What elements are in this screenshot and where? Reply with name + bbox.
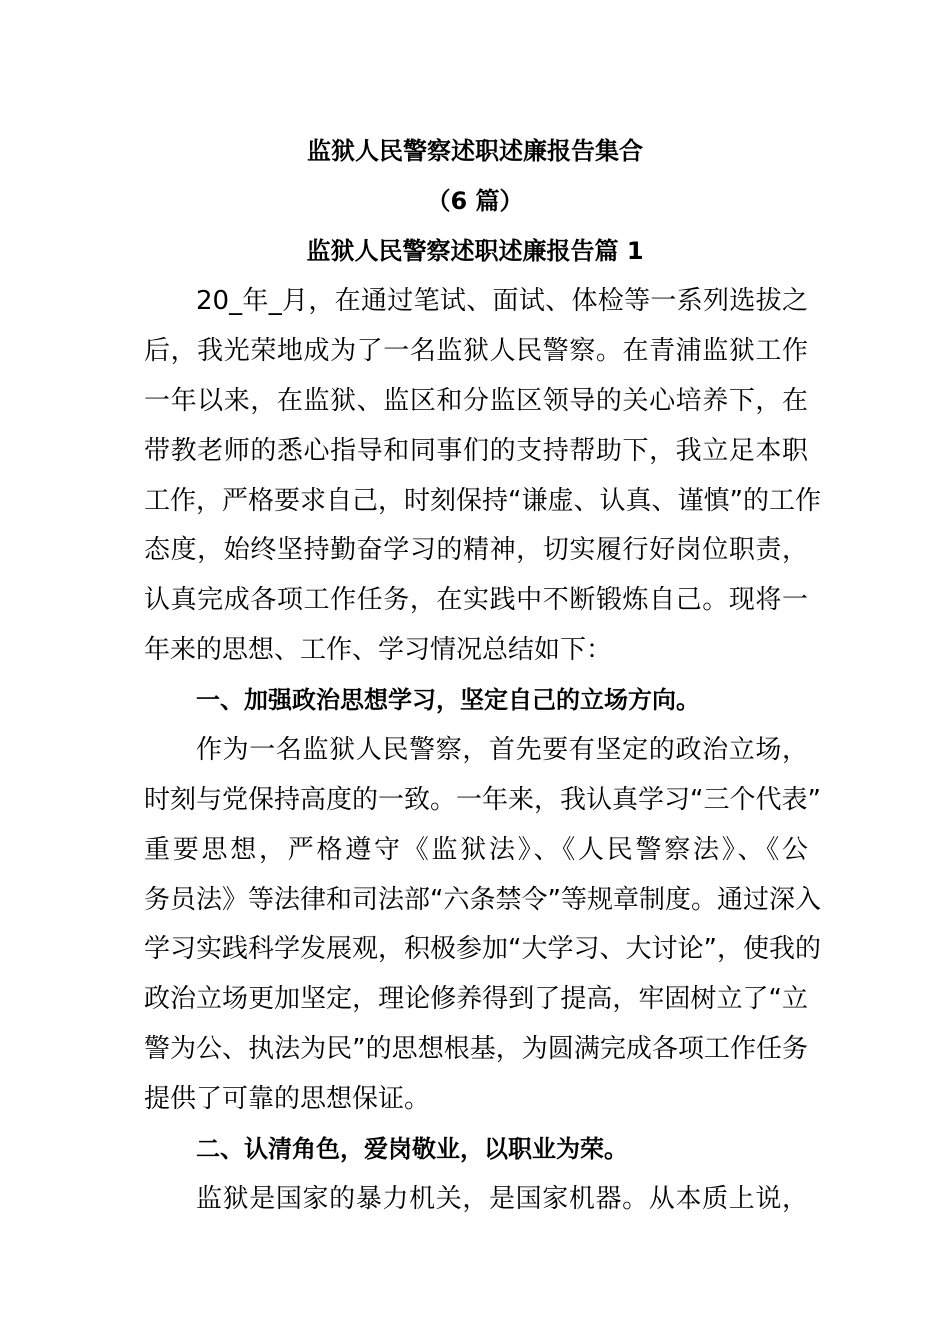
paragraph-line: 监狱是国家的暴力机关，是国家机器。从本质上说， [196, 1184, 808, 1214]
section-heading: 二、认清角色，爱岗敬业，以职业为荣。 [196, 1135, 628, 1163]
paragraph-line: 20_年_月，在通过笔试、面试、体检等一系列选拔之 [196, 286, 808, 316]
paragraph-line: 态度，始终坚持勤奋学习的精神，切实履行好岗位职责， [144, 535, 808, 565]
paragraph-line: 年来的思想、工作、学习情况总结如下： [144, 635, 613, 665]
paragraph-line: 作为一名监狱人民警察，首先要有坚定的政治立场， [196, 735, 808, 765]
paragraph-line: 重要思想，严格遵守《监狱法》、《人民警察法》、《公 [144, 835, 808, 865]
paragraph-line: 带教老师的悉心指导和同事们的支持帮助下，我立足本职 [144, 436, 808, 466]
paragraph-line: 学习实践科学发展观，积极参加“大学习、大讨论”，使我的 [144, 934, 821, 964]
section-heading: 一、加强政治思想学习，坚定自己的立场方向。 [196, 686, 700, 714]
paragraph-line: 认真完成各项工作任务，在实践中不断锻炼自己。现将一 [144, 585, 808, 615]
document-subtitle: （6 篇） [426, 187, 524, 215]
document-title: 监狱人民警察述职述廉报告集合 [307, 137, 643, 165]
paragraph-line: 时刻与党保持高度的一致。一年来，我认真学习“三个代表” [144, 785, 821, 815]
paragraph-line: 一年以来，在监狱、监区和分监区领导的关心培养下，在 [144, 386, 808, 416]
paragraph-line: 警为公、执法为民”的思想根基，为圆满完成各项工作任务 [144, 1034, 808, 1064]
section-title: 监狱人民警察述职述廉报告篇 1 [306, 237, 644, 265]
paragraph-line: 后，我光荣地成为了一名监狱人民警察。在青浦监狱工作 [144, 336, 808, 366]
paragraph-line: 务员法》等法律和司法部“六条禁令”等规章制度。通过深入 [144, 885, 821, 915]
paragraph-line: 提供了可靠的思想保证。 [144, 1084, 431, 1114]
paragraph-line: 政治立场更加坚定，理论修养得到了提高，牢固树立了“立 [144, 984, 808, 1014]
paragraph-line: 工作，严格要求自己，时刻保持“谦虚、认真、谨慎”的工作 [144, 486, 821, 516]
